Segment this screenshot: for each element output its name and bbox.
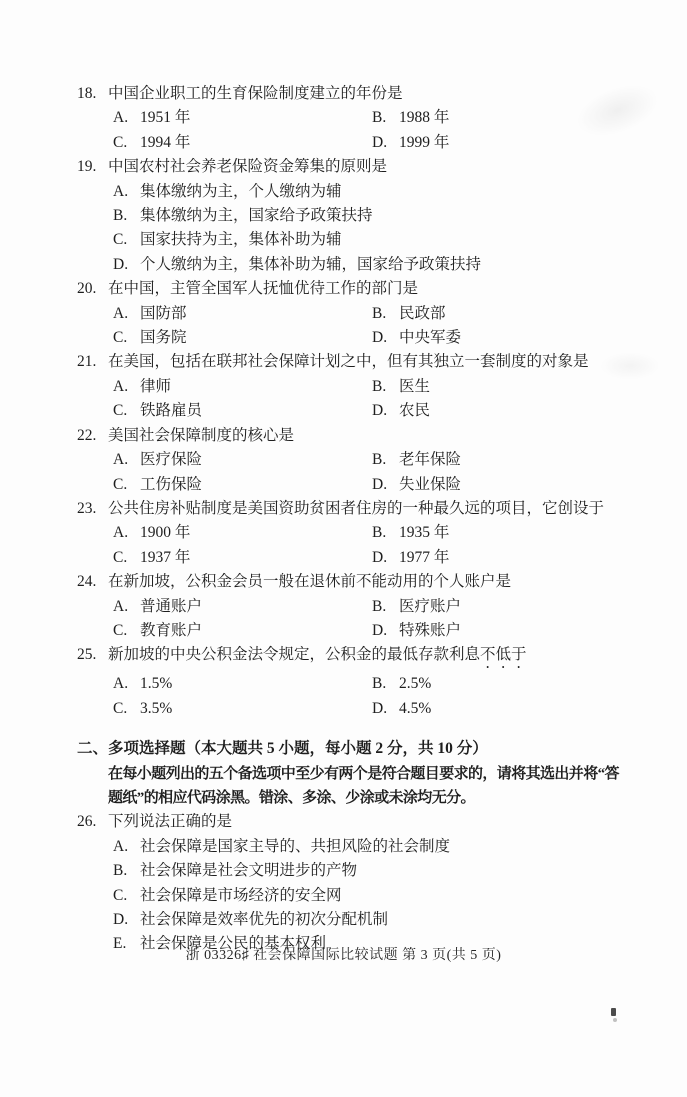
option-text: 医生 bbox=[399, 377, 431, 395]
option-c bbox=[113, 884, 637, 908]
option-label: D. bbox=[372, 329, 388, 347]
question-number: 21. bbox=[77, 353, 97, 371]
exam-content bbox=[77, 82, 637, 957]
option-label: B. bbox=[113, 207, 128, 225]
question-text: 新加坡的中央公积金法令规定，公积金的最低存款利息 bbox=[108, 646, 481, 664]
question-20 bbox=[77, 277, 637, 350]
option-label: A. bbox=[113, 837, 129, 855]
option-text: 国务院 bbox=[140, 329, 187, 347]
option-c bbox=[113, 131, 372, 155]
question-number: 20. bbox=[77, 280, 97, 298]
option-a bbox=[113, 595, 372, 619]
option-label: B. bbox=[372, 304, 387, 322]
option-b bbox=[113, 859, 637, 883]
option-b bbox=[372, 448, 637, 472]
option-a bbox=[113, 375, 372, 399]
option-label: A. bbox=[113, 182, 129, 200]
option-text: 医疗保险 bbox=[140, 451, 203, 469]
question-26 bbox=[77, 810, 637, 956]
options bbox=[113, 448, 637, 497]
option-label: E. bbox=[113, 935, 127, 953]
option-text: 医疗账户 bbox=[399, 597, 462, 615]
option-a bbox=[113, 302, 372, 326]
options bbox=[113, 106, 637, 155]
option-text: 社会保障是效率优先的初次分配机制 bbox=[140, 911, 389, 928]
option-text: 国家扶持为主，集体补助为辅 bbox=[140, 231, 342, 249]
option-d bbox=[372, 326, 637, 350]
question-number: 18. bbox=[77, 85, 97, 102]
option-text: 1999 年 bbox=[399, 133, 450, 151]
option-a bbox=[113, 521, 372, 545]
options bbox=[113, 835, 637, 957]
scan-speck bbox=[611, 1008, 616, 1016]
option-label: D. bbox=[372, 133, 388, 151]
option-c bbox=[113, 473, 372, 497]
option-label: B. bbox=[113, 862, 128, 880]
option-d bbox=[372, 619, 637, 643]
question-text: 在新加坡，公积金会员一般在退休前不能动用的个人账户是 bbox=[108, 573, 512, 591]
option-label: C. bbox=[113, 621, 128, 639]
option-label: B. bbox=[372, 377, 387, 395]
option-d bbox=[113, 253, 637, 277]
option-a bbox=[113, 180, 637, 204]
option-text: 1988 年 bbox=[399, 109, 450, 127]
option-label: A. bbox=[113, 597, 129, 615]
option-a bbox=[113, 106, 372, 130]
option-label: D. bbox=[372, 475, 388, 493]
option-text: 集体缴纳为主，国家给予政策扶持 bbox=[140, 207, 373, 225]
option-label: C. bbox=[113, 402, 128, 420]
option-a bbox=[113, 448, 372, 472]
option-label: B. bbox=[372, 675, 387, 693]
option-d bbox=[372, 399, 637, 423]
option-text: 特殊账户 bbox=[399, 621, 462, 639]
question-24 bbox=[77, 570, 637, 643]
question-text: 在美国，包括在联邦社会保障计划之中，但有其独立一套制度的对象是 bbox=[108, 353, 589, 371]
option-text: 1951 年 bbox=[140, 109, 191, 127]
option-text: 普通账户 bbox=[140, 597, 203, 615]
question-number: 26. bbox=[77, 813, 97, 831]
option-text: 1935 年 bbox=[399, 524, 450, 542]
question-number: 19. bbox=[77, 158, 97, 176]
option-text: 2.5% bbox=[399, 675, 432, 693]
options bbox=[113, 521, 637, 570]
instruction-line: 在每小题列出的五个备选项中至少有两个是符合题目要求的，请将其选出并将“答 bbox=[108, 765, 619, 782]
instruction-line: 题纸”的相应代码涂黑。错涂、多涂、少涂或未涂均无分。 bbox=[108, 789, 475, 806]
question-21 bbox=[77, 350, 637, 423]
option-d bbox=[113, 908, 637, 932]
option-label: C. bbox=[113, 231, 128, 249]
option-label: A. bbox=[113, 109, 129, 127]
option-a bbox=[113, 835, 637, 859]
question-text: 美国社会保障制度的核心是 bbox=[108, 426, 295, 444]
option-label: D. bbox=[113, 255, 129, 273]
option-label: A. bbox=[113, 524, 129, 542]
option-label: D. bbox=[113, 911, 129, 928]
option-d bbox=[372, 697, 637, 721]
option-label: B. bbox=[372, 597, 387, 615]
option-label: D. bbox=[372, 699, 388, 717]
option-b bbox=[372, 302, 637, 326]
question-text: 下列说法正确的是 bbox=[108, 813, 233, 831]
question-text: 中国农村社会养老保险资金筹集的原则是 bbox=[108, 158, 388, 176]
option-label: C. bbox=[113, 475, 128, 493]
option-text: 律师 bbox=[140, 377, 172, 395]
option-text: 1977 年 bbox=[399, 548, 450, 566]
question-text: 中国企业职工的生育保险制度建立的年份是 bbox=[108, 85, 403, 102]
option-text: 3.5% bbox=[140, 699, 173, 717]
option-label: C. bbox=[113, 133, 128, 151]
option-text: 失业保险 bbox=[399, 475, 462, 493]
option-label: C. bbox=[113, 699, 128, 717]
question-23 bbox=[77, 497, 637, 570]
option-text: 农民 bbox=[399, 402, 431, 420]
page-footer: 浙 03326♯ 社会保障国际比较试题 第 3 页(共 5 页) bbox=[185, 948, 502, 963]
question-text: 公共住房补贴制度是美国资助贫困者住房的一种最久远的项目，它创设于 bbox=[108, 499, 605, 517]
emphasized-text: 不低于 bbox=[480, 646, 527, 664]
option-text: 集体缴纳为主，个人缴纳为辅 bbox=[140, 182, 342, 200]
option-c bbox=[113, 228, 637, 252]
option-b bbox=[372, 672, 637, 696]
options bbox=[113, 595, 637, 644]
option-text: 1937 年 bbox=[140, 548, 191, 566]
option-c bbox=[113, 619, 372, 643]
option-label: D. bbox=[372, 402, 388, 420]
option-label: C. bbox=[113, 886, 128, 904]
option-label: A. bbox=[113, 304, 129, 322]
option-text: 社会保障是社会文明进步的产物 bbox=[140, 862, 358, 880]
option-text: 老年保险 bbox=[399, 451, 462, 469]
option-text: 教育账户 bbox=[140, 621, 203, 639]
option-label: C. bbox=[113, 329, 128, 347]
question-22 bbox=[77, 424, 637, 497]
option-label: B. bbox=[372, 109, 387, 127]
option-text: 民政部 bbox=[399, 304, 446, 322]
options bbox=[113, 672, 637, 721]
option-c bbox=[113, 399, 372, 423]
option-b bbox=[372, 106, 637, 130]
option-text: 1994 年 bbox=[140, 133, 191, 151]
option-text: 1.5% bbox=[140, 675, 173, 693]
option-d bbox=[372, 131, 637, 155]
option-label: A. bbox=[113, 377, 129, 395]
option-d bbox=[372, 546, 637, 570]
question-number: 22. bbox=[77, 426, 97, 444]
question-number: 24. bbox=[77, 573, 97, 591]
question-number: 25. bbox=[77, 646, 97, 664]
option-text: 铁路雇员 bbox=[140, 402, 203, 420]
option-label: B. bbox=[372, 451, 387, 469]
option-c bbox=[113, 326, 372, 350]
option-label: D. bbox=[372, 621, 388, 639]
section-heading: 二、多项选择题（本大题共 5 小题，每小题 2 分，共 10 分） bbox=[77, 740, 488, 758]
scan-speck bbox=[613, 1018, 617, 1022]
option-c bbox=[113, 546, 372, 570]
options bbox=[113, 180, 637, 278]
option-b bbox=[372, 375, 637, 399]
option-label: D. bbox=[372, 548, 388, 566]
option-text: 社会保障是市场经济的安全网 bbox=[140, 886, 342, 904]
option-text: 中央军委 bbox=[399, 329, 462, 347]
option-b bbox=[372, 521, 637, 545]
option-a bbox=[113, 672, 372, 696]
option-label: A. bbox=[113, 675, 129, 693]
section-2 bbox=[77, 737, 637, 810]
option-text: 社会保障是国家主导的、共担风险的社会制度 bbox=[140, 837, 451, 855]
options bbox=[113, 302, 637, 351]
option-text: 国防部 bbox=[140, 304, 187, 322]
option-c bbox=[113, 697, 372, 721]
option-b bbox=[113, 204, 637, 228]
options bbox=[113, 375, 637, 424]
option-label: A. bbox=[113, 451, 129, 469]
option-label: C. bbox=[113, 548, 128, 566]
question-19 bbox=[77, 155, 637, 277]
option-text: 社会保障是公民的基本权利 bbox=[140, 935, 327, 953]
option-text: 个人缴纳为主，集体补助为辅，国家给予政策扶持 bbox=[140, 255, 482, 273]
question-25 bbox=[77, 643, 637, 721]
option-label: B. bbox=[372, 524, 387, 542]
option-text: 1900 年 bbox=[140, 524, 191, 542]
option-b bbox=[372, 595, 637, 619]
question-18 bbox=[77, 82, 637, 155]
option-d bbox=[372, 473, 637, 497]
option-text: 4.5% bbox=[399, 699, 432, 717]
option-text: 工伤保险 bbox=[140, 475, 203, 493]
question-number: 23. bbox=[77, 499, 97, 517]
question-text: 在中国，主管全国军人抚恤优待工作的部门是 bbox=[108, 280, 419, 298]
